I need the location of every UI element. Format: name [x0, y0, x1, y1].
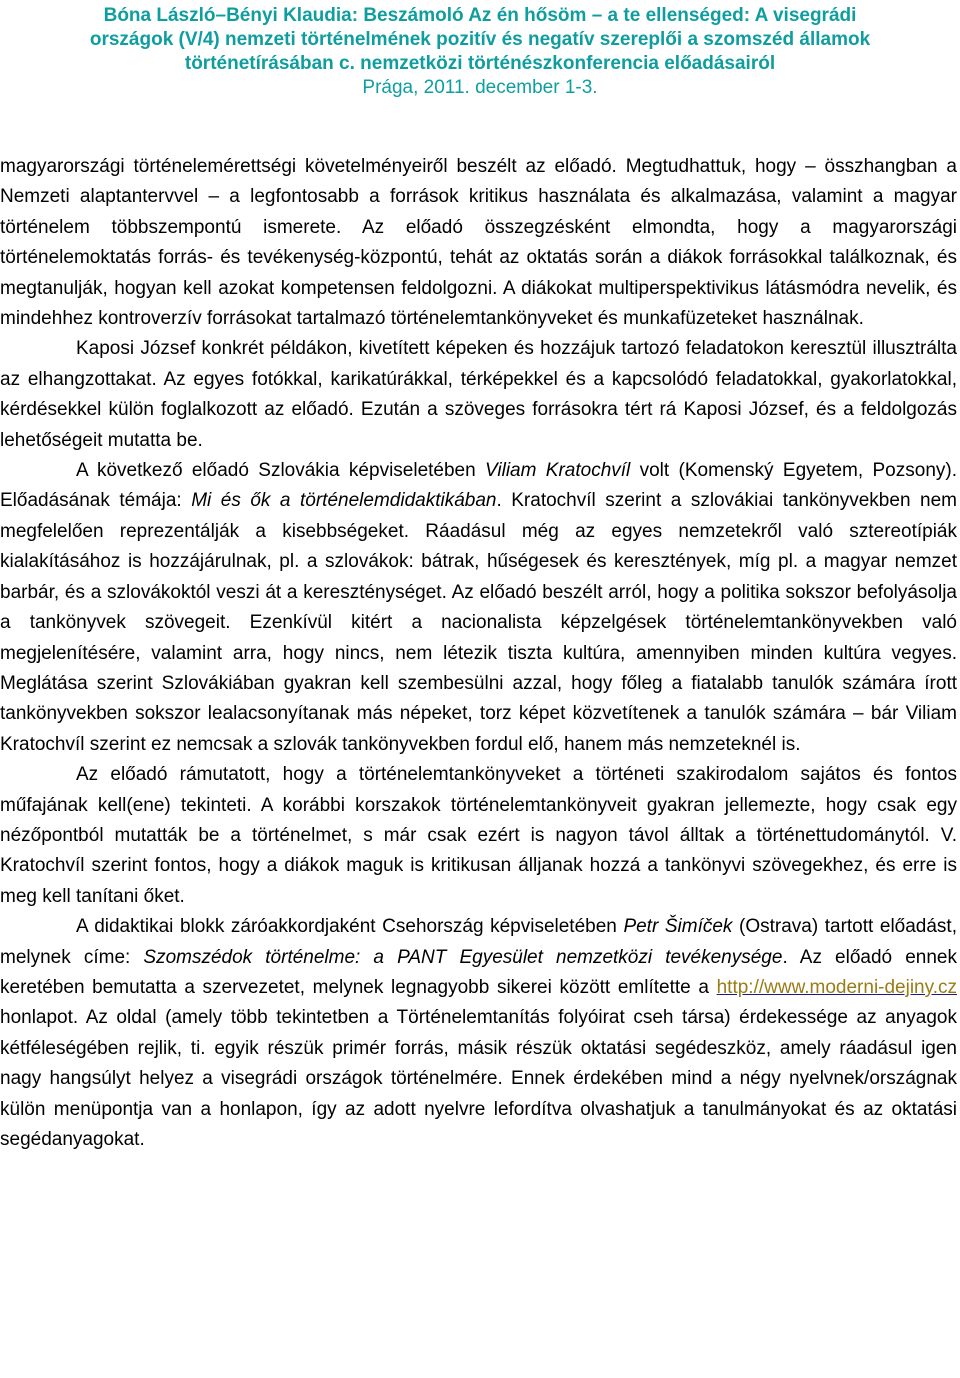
paragraph-3: [0, 456, 957, 760]
website-link[interactable]: [717, 977, 957, 998]
talk-title-kratochvil: Mi és ők a történelemdidaktikában: [191, 490, 497, 512]
header-date: Prága, 2011. december 1-3.: [362, 77, 598, 98]
speaker-name-simicek: Petr Šimíček: [623, 916, 733, 938]
paragraph-5-text-b: (Ostrava) tartott előadást, melynek címe:: [0, 916, 957, 968]
paragraph-3-text-b: volt (Komenský Egyetem, Pozsony). Előadásának témája:: [0, 460, 957, 512]
paragraph-4: Az előadó rámutatott, hogy a történelemtankönyveket a történeti szakirodalom sajátos és fontos műfajának kell(ene) tekinteti. A korábbi korszakok történelemtankönyveit gyakran jellemezte, hogy csak egy nézőpontból mutatták be a történelmet, s már csak ezért is nagyon távol álltak a történettudománytól. V. Kratochvíl szerint fontos, hogy a diákok maguk is kritikusan álljanak hozzá a tankönyvi szövegekhez, és erre is meg kell tanítani őket.: [0, 764, 957, 907]
talk-title-simicek: Szomszédok történelme: a PANT Egyesület nemzetközi tevékenysége: [143, 946, 783, 968]
document-body: [0, 152, 957, 1155]
paragraph-5: [0, 912, 957, 1155]
paragraph-3-text-c: . Kratochvíl szerint a szlovákiai tankönyvekben nem megfelelően reprezentálják a kisebbségeket. Ráadásul még az egyes nemzetekről való sztereotípiák kialakításához is hozzájárulnak, pl. a szlovákok: bátrak, hűségesek és keresztények, míg pl. a magyar nemzet barbár, és a szlovákoktól veszi át a kereszténységet. Az előadó beszélt arról, hogy a politika sokszor befolyásolja a tankönyvek szövegeit. Ezenkívül kitért a nacionalista képzelgések történelemtankönyvekben való megjelenítésére, valamint arra, hogy nincs, nem létezik tiszta kultúra, amennyiben minden kultúra vegyes. Meglátása szerint Szlovákiában gyakran kell szembesülni azzal, hogy főleg a fiatalabb tanulók számára írott tankönyvekben sokszor lealacsonyítanak más népeket, torz képet közvetítenek a tanulók számára – bár Viliam Kratochvíl szerint ez nemcsak a szlovák tankönyvekben fordul elő, hanem más nemzeteknél is.: [0, 490, 957, 755]
header-title-line-1: Bóna László–Bényi Klaudia: Beszámoló Az én hősöm – a te ellenséged: A visegrádi: [103, 5, 857, 26]
paragraph-5-text-c: . Az előadó ennek keretében bemutatta a szervezetet, melynek legnagyobb sikerei között említette a: [0, 946, 957, 998]
paragraph-1: magyarországi történelemérettségi követelményeiről beszélt az előadó. Megtudhattuk, hogy – összhangban a Nemzeti alaptantervvel – a legfontosabb a források kritikus használata és alkalmazása, valamint a magyar történelem többszempontú ismerete. Az előadó összegzésként elmondta, hogy a magyarországi történelemoktatás forrás- és tevékenység-központú, tehát az oktatás során a diákok forrásokkal találkoznak, és megtanulják, hogyan kell azokat kompetensen feldolgozni. A diákokat multiperspektivikus látásmódra nevelik, és mindehhez kontroverzív forrásokat tartalmazó történelemtankönyveket és munkafüzeteket használnak.: [0, 156, 957, 330]
paragraph-3-text-a: A következő előadó Szlovákia képviseletében: [76, 460, 486, 482]
paragraph-5-text-d: honlapot. Az oldal (amely több tekintetben a Történelemtanítás folyóirat cseh társa) érdekessége az anyagok kétféleségében rejlik, ti. egyik részük primér forrás, másik részük oktatási segédeszköz, amely ráadásul igen nagy hangsúlyt helyez a visegrádi országok történelmére. Ennek érdekében mind a négy nyelvnek/országnak külön menüpontja van a honlapon, így az adott nyelvre lefordítva olvashatjuk a tanulmányokat és az oktatási segédanyagokat.: [0, 1007, 957, 1150]
header-title-line-3: történetírásában c. nemzetközi történészkonferencia előadásairól: [184, 53, 776, 74]
website-link-text: http://www.moderni-dejiny.cz: [716, 976, 957, 998]
page-header: [0, 4, 960, 100]
header-title-line-2: országok (V/4) nemzeti történelmének pozitív és negatív szereplői a szomszéd államok: [89, 29, 871, 50]
speaker-name-kratochvil: Viliam Kratochvíl: [485, 460, 631, 482]
paragraph-2: Kaposi József konkrét példákon, kivetített képeken és hozzájuk tartozó feladatokon keresztül illusztrálta az elhangzottakat. Az egyes fotókkal, karikatúrákkal, térképekkel és a kapcsolódó feladatokkal, gyakorlatokkal, kérdésekkel külön foglalkozott az előadó. Ezután a szöveges forrásokra tért rá Kaposi József, és a feldolgozás lehetőségeit mutatta be.: [0, 338, 957, 451]
paragraph-5-text-a: A didaktikai blokk záróakkordjaként Csehország képviseletében: [76, 916, 624, 938]
